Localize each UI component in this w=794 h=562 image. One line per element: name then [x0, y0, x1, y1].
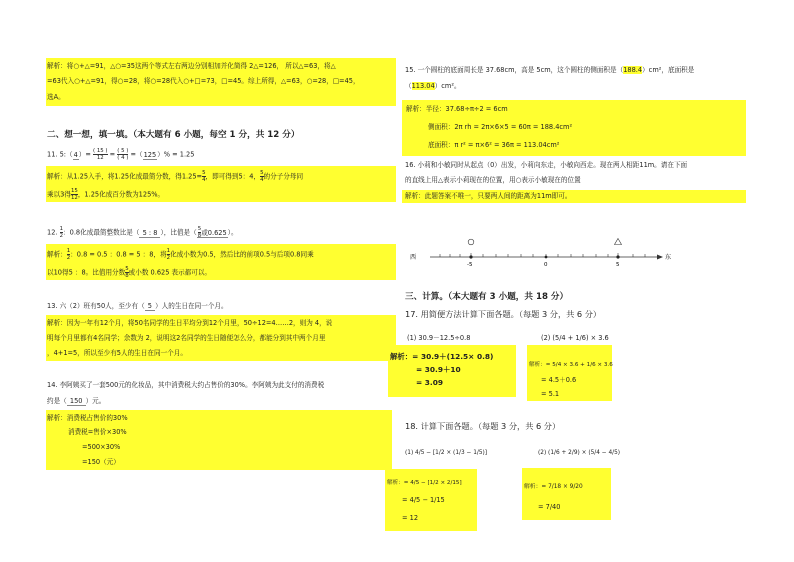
- answer-q12-line2: 以10得5 ：8。比值用分数 $\frac{5}{8}$ 或小数 0.625 表示都可以。: [47, 266, 212, 279]
- answer-q14-line3: =500×30%: [82, 443, 121, 451]
- answer-q17-2-block: [527, 345, 612, 401]
- question-15-line2: （113.04）cm²。: [405, 82, 461, 90]
- answer-q17-1-line2: = 30.9＋10: [416, 365, 461, 374]
- q12-answer-2: $\frac{5}{8}$ 或0.625: [197, 226, 227, 239]
- answer-q17-1-line3: = 3.09: [416, 378, 444, 387]
- question-16-line1: 16. 小莉和小敏同时从起点（0）出发，小莉向东走，小敏向西走。现在两人相距11m。请在下面: [405, 161, 688, 169]
- point-xiaomin: [469, 255, 472, 258]
- answer-q16: 解析：此题答案不唯一，只要两人间的距离为11m即可。: [405, 192, 572, 200]
- q11-answer-1: 4: [73, 150, 78, 159]
- q11-answer-2: 125: [143, 150, 157, 159]
- question-11: 11. 5:（4）= $\frac{( 15 )}{12}$ = $\frac{( 5 )}{( 4 )}$ =（125）% = 1.25: [47, 148, 195, 161]
- west-label: 西: [410, 254, 417, 261]
- question-18: 18. 计算下面各题。（每题 3 分，共 6 分）: [405, 421, 561, 431]
- tick-label-5: 5: [616, 262, 620, 268]
- answer-q10-line1: 解析：将○+△=91，△○=35这两个等式左右两边分别相加并化简得 2△=126， 所以△=63，将△: [47, 62, 336, 70]
- answer-q13-line3: ，4+1=5，所以至少有5人的生日在同一个月。: [47, 349, 187, 357]
- question-17: 17. 用简便方法计算下面各题。（每题 3 分，共 6 分）: [405, 309, 602, 319]
- answer-q15-line2: 侧面积：2π rh = 2π×6×5 = 60π = 188.4cm²: [428, 123, 573, 131]
- section-2-heading: 二、想一想，填一填。（本大题有 6 小题，每空 1 分，共 12 分）: [47, 130, 300, 140]
- answer-q17-2-line3: = 5.1: [541, 390, 560, 398]
- q15-answer-2: 113.04: [411, 82, 435, 90]
- answer-q10-line2: =63代入○+△=91，得○=28，将○=28代入○+□=73，□=45。综上所得，△=63，○=28，□=45，: [47, 77, 360, 85]
- answer-q15-line3: 底面积：π r² = π×6² = 36π = 113.04cm²: [428, 141, 560, 149]
- q18-part1: (1) 4/5 − [1/2 × (1/3 − 1/5)]: [405, 450, 488, 456]
- question-12: 12. $\frac{1}{2}$ ：0.8化成最简整数比是（ 5 : 8 ），比值是（ $\frac{5}{8}$ 或0.625）。: [47, 226, 238, 239]
- question-13: 13. 六（2）班有50人，至少有（ 5 ）人的生日在同一个月。: [47, 302, 228, 310]
- question-16-line2: 的直线上用△表示小莉现在的位置，用○表示小敏现在的位置: [405, 176, 581, 184]
- number-line: [405, 233, 675, 269]
- answer-q15-line1: 解析：半径：37.68÷π÷2 = 6cm: [406, 105, 508, 113]
- point-xiaoli: [616, 255, 619, 258]
- q14-answer: 150: [67, 397, 85, 405]
- answer-q10-line3: 选A。: [47, 93, 65, 101]
- answer-q14-line4: =150（元）: [82, 458, 120, 466]
- answer-q17-1-line1: 解析：= 30.9＋(12.5× 0.8): [390, 352, 494, 361]
- tick-label-neg5: -5: [467, 262, 473, 268]
- q15-answer-1: 188.4: [623, 66, 643, 74]
- xiaomin-marker-circle-icon: [468, 239, 474, 245]
- answer-q17-2-line1: 解析：= 5/4 × 3.6 + 1/6 × 3.6: [529, 362, 613, 368]
- answer-q12-line1: 解析： $\frac{1}{2}$ ：0.8 = 0.5 ：0.8 = 5 ：8，将 $\frac{1}{2}$ 化成小数为0.5，然后比的前项0.5与后项0.8同乘: [47, 248, 314, 261]
- answer-q11-line2: 乘以3得 $\frac{15}{12}$ ，1.25化成百分数为125%。: [47, 188, 165, 201]
- q11-fraction-1: $\frac{( 15 )}{12}$: [93, 148, 108, 161]
- answer-q18-1-line1: 解析：= 4/5 − [1/2 × 2/15]: [387, 480, 462, 486]
- answer-q13-line2: 明每个月里都有4名同学；余数为 2，说明这2名同学的生日随便怎么分，都能分到其中两个月里: [47, 334, 326, 342]
- question-14-line2: 约是（ 150 ）元。: [47, 397, 106, 405]
- answer-q18-1-line2: = 4/5 − 1/15: [402, 496, 445, 504]
- answer-q18-2-line1: 解析：= 7/18 × 9/20: [524, 484, 583, 490]
- q17-part1: (1) 30.9－12.5÷0.8: [407, 334, 471, 342]
- question-15-line1: 15. 一个圆柱的底面周长是 37.68cm，高是 5cm，这个圆柱的侧面积是（188.4）cm²，底面积是: [405, 66, 695, 74]
- answer-q18-2-line2: = 7/40: [538, 503, 561, 511]
- answer-q11-line1: 解析：从1.25入手，将1.25化成最简分数，得1.25= $\frac{5}{4}$ ，即可得到5：4， $\frac{5}{4}$ 的分子分母同: [47, 170, 304, 183]
- q13-answer: 5: [145, 302, 155, 310]
- answer-q13-line1: 解析：因为一年有12个月，将50名同学的生日平均分到12个月里，50÷12=4……2，则为 4，说: [47, 319, 333, 327]
- answer-q18-2-block: [522, 468, 611, 520]
- q12-answer-1: 5 : 8: [140, 228, 160, 237]
- point-zero: [545, 256, 548, 259]
- xiaoli-marker-triangle-icon: [615, 239, 622, 245]
- answer-q14-line2: 消费税=售价×30%: [68, 428, 127, 436]
- answer-q17-2-line2: = 4.5＋0.6: [541, 376, 577, 384]
- q18-part2: (2) (1/6 + 2/9) × (5/4 − 4/5): [538, 450, 621, 456]
- section-3-heading: 三、计算。（本大题有 3 小题，共 18 分）: [405, 292, 569, 302]
- answer-q14-line1: 解析：消费税占售价的30%: [47, 414, 128, 422]
- east-label: 东: [665, 254, 672, 261]
- tick-label-0: 0: [544, 262, 548, 268]
- answer-q18-1-line3: = 12: [402, 514, 419, 522]
- q11-fraction-2: $\frac{( 5 )}{( 4 )}$: [117, 148, 129, 161]
- question-14-line1: 14. 李阿姨买了一套500元的化妆品，其中消费税大约占售价的30%。李阿姨为此支付的消费税: [47, 381, 325, 389]
- q17-part2: (2) (5/4 + 1/6) × 3.6: [541, 334, 609, 342]
